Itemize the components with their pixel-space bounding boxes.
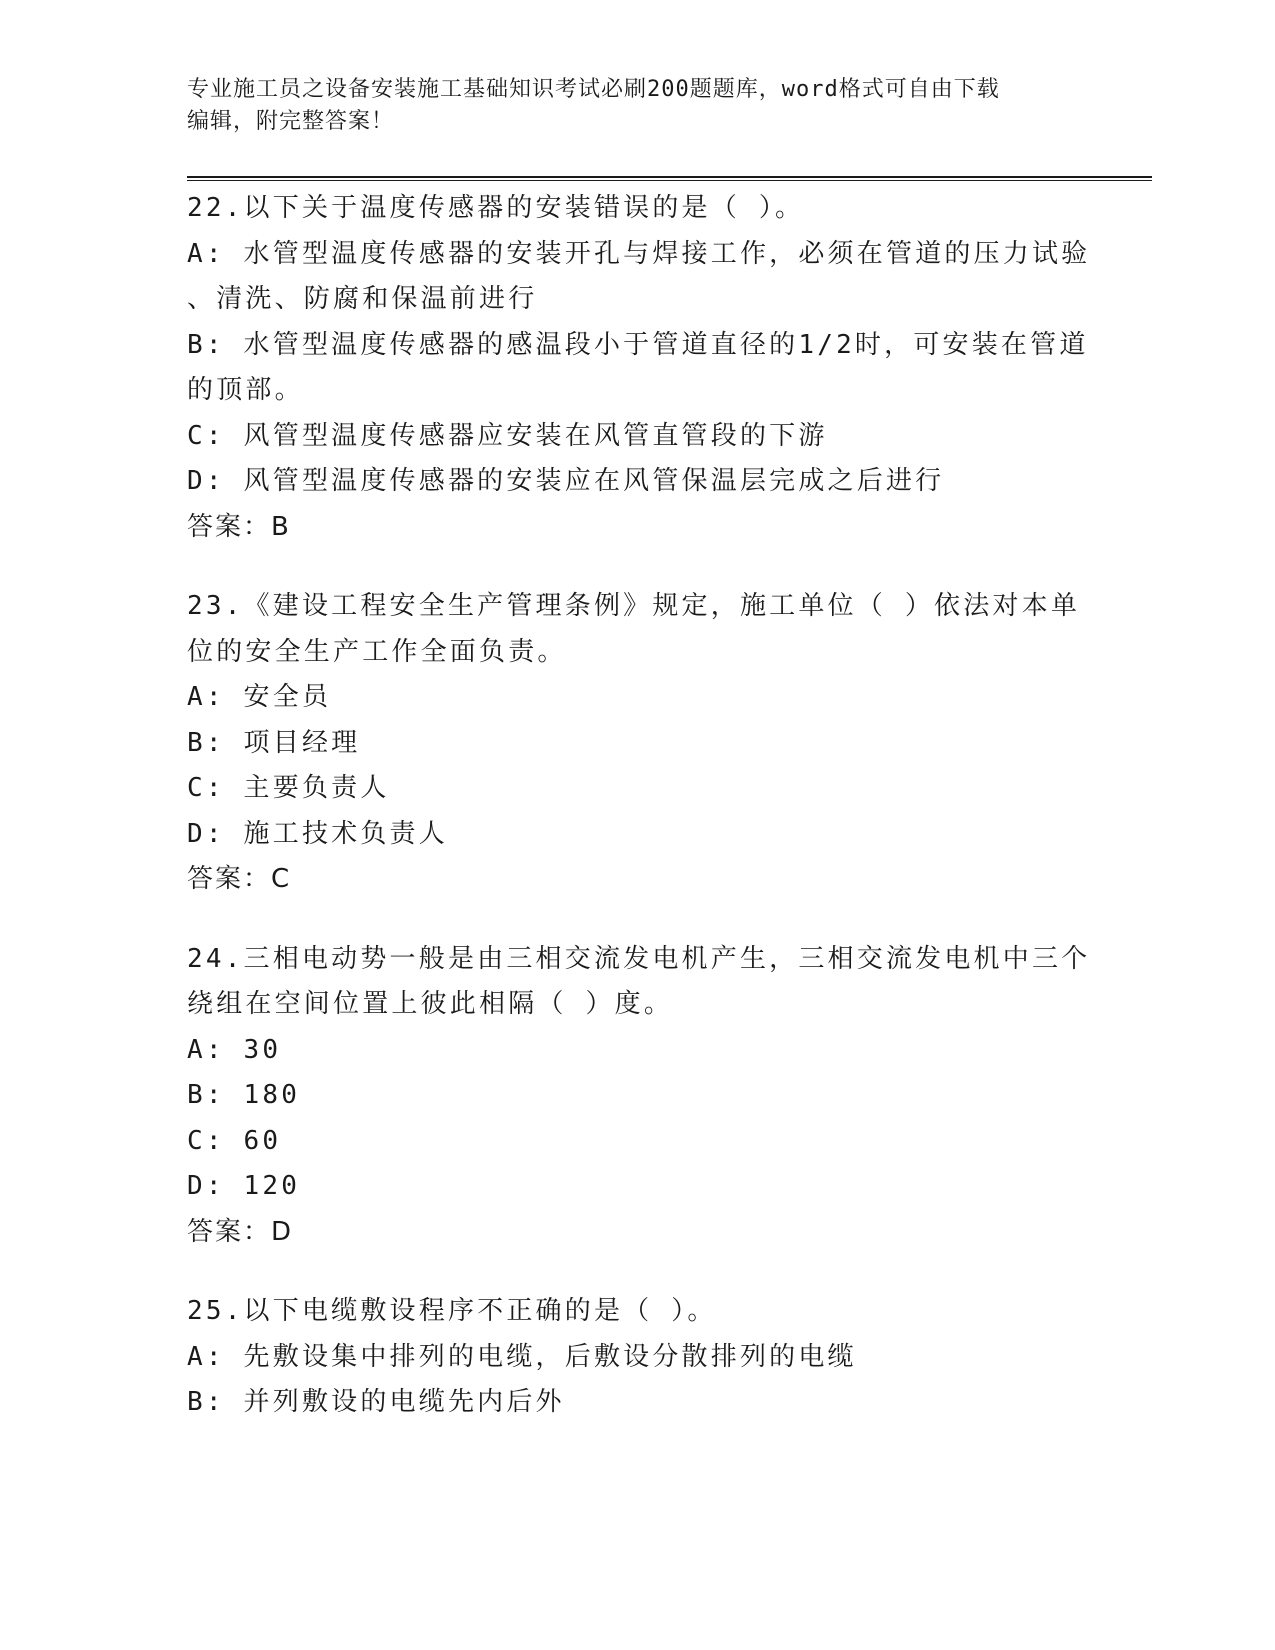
question-stem: 位的安全生产工作全面负责。 bbox=[187, 636, 567, 667]
question-option: 的顶部。 bbox=[187, 375, 304, 405]
question-answer: 答案：C bbox=[187, 864, 292, 894]
question-stem: 24.三相电动势一般是由三相交流发电机产生，三相交流发电机中三个 bbox=[187, 943, 1091, 974]
question-option: A: 安全员 bbox=[187, 682, 332, 712]
question-option: B: 项目经理 bbox=[187, 727, 361, 758]
document-header bbox=[187, 74, 1067, 138]
question-stem: 绕组在空间位置上彼此相隔（ ）度。 bbox=[187, 989, 674, 1019]
question-list bbox=[187, 186, 1091, 1460]
header-line-2: 编辑，附完整答案！ bbox=[187, 109, 395, 134]
header-line-1: 专业施工员之设备安装施工基础知识考试必刷200题题库，word格式可自由下载 bbox=[187, 77, 1000, 102]
question-option: B: 并列敷设的电缆先内后外 bbox=[187, 1387, 565, 1417]
question-option: A: 水管型温度传感器的安装开孔与焊接工作，必须在管道的压力试验 bbox=[187, 238, 1091, 269]
question-option: 、清洗、防腐和保温前进行 bbox=[187, 284, 538, 314]
question-option: D: 施工技术负责人 bbox=[187, 818, 448, 849]
question-block bbox=[187, 937, 1091, 1256]
question-option: A: 30 bbox=[187, 1034, 282, 1065]
question-option: A: 先敷设集中排列的电缆，后敷设分散排列的电缆 bbox=[187, 1341, 857, 1372]
question-option: C: 主要负责人 bbox=[187, 773, 390, 803]
question-option: B: 180 bbox=[187, 1080, 301, 1110]
question-option: C: 60 bbox=[187, 1125, 282, 1156]
question-option: D: 120 bbox=[187, 1171, 301, 1201]
question-option: C: 风管型温度传感器应安装在风管直管段的下游 bbox=[187, 420, 828, 451]
question-answer: 答案：B bbox=[187, 511, 291, 542]
question-stem: 23.《建设工程安全生产管理条例》规定，施工单位（ ）依法对本单 bbox=[187, 591, 1081, 621]
question-option: B: 水管型温度传感器的感温段小于管道直径的1/2时，可安装在管道 bbox=[187, 329, 1089, 360]
question-block bbox=[187, 584, 1087, 903]
question-option: D: 风管型温度传感器的安装应在风管保温层完成之后进行 bbox=[187, 466, 945, 496]
header-divider bbox=[187, 176, 1152, 181]
question-stem: 22.以下关于温度传感器的安装错误的是（ ）。 bbox=[187, 193, 805, 223]
question-answer: 答案：D bbox=[187, 1216, 294, 1247]
question-stem: 25.以下电缆敷设程序不正确的是（ ）。 bbox=[187, 1296, 717, 1326]
question-block bbox=[187, 186, 1091, 550]
question-block bbox=[187, 1289, 1087, 1426]
